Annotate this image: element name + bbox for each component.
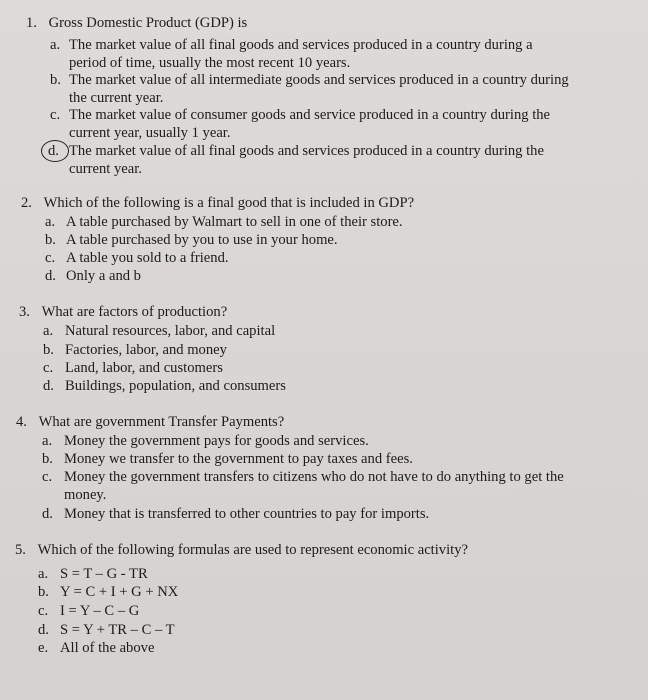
option-text: Natural resources, labor, and capital [65, 323, 276, 339]
option-text: Buildings, population, and consumers [65, 378, 286, 394]
question-5-title [15, 541, 468, 559]
question-number: 5. [15, 542, 26, 558]
option-letter: c. [42, 469, 53, 485]
option-letter: b. [43, 342, 54, 358]
option-letter: e. [38, 640, 49, 656]
question-number: 1. [26, 15, 37, 31]
option-text: Money we transfer to the government to pay taxes and fees. [64, 451, 413, 467]
question-1-title [26, 14, 247, 32]
option-text-line: money. [64, 487, 107, 503]
option-letter: c. [45, 250, 56, 266]
option-letter: c. [38, 603, 49, 619]
option-letter: d. [48, 143, 59, 159]
question-number: 3. [19, 304, 30, 320]
question-3-title [19, 303, 227, 321]
question-text: Gross Domestic Product (GDP) is [48, 15, 248, 31]
option-letter: b. [38, 584, 49, 600]
question-2-title [21, 194, 414, 212]
option-text: All of the above [60, 640, 155, 656]
option-letter: b. [42, 451, 53, 467]
option-letter: b. [45, 232, 56, 248]
question-text: What are government Transfer Payments? [38, 414, 285, 430]
option-text: Y = C + I + G + NX [60, 584, 179, 600]
option-text-line: The market value of all final goods and services produced in a country during a [69, 37, 533, 53]
option-text-line: the current year. [69, 90, 164, 106]
option-text-line: The market value of all intermediate goods and services produced in a country during [69, 72, 569, 88]
option-letter: a. [45, 214, 56, 230]
question-number: 2. [21, 195, 32, 211]
option-text: A table you sold to a friend. [66, 250, 229, 266]
option-text: I = Y – C – G [60, 603, 140, 619]
option-letter: d. [43, 378, 54, 394]
option-text-line: The market value of consumer goods and service produced in a country during the [69, 107, 551, 123]
option-text-line: The market value of all final goods and services produced in a country during the [69, 143, 544, 159]
option-text: A table purchased by you to use in your home. [66, 232, 338, 248]
option-text: A table purchased by Walmart to sell in one of their store. [66, 214, 403, 230]
option-letter: b. [50, 72, 61, 88]
question-text: Which of the following is a final good that is included in GDP? [43, 195, 415, 211]
option-letter: d. [45, 268, 56, 284]
option-letter: a. [43, 323, 54, 339]
option-text: Factories, labor, and money [65, 342, 227, 358]
question-number: 4. [16, 414, 27, 430]
option-letter: c. [43, 360, 54, 376]
option-letter: d. [38, 622, 49, 638]
option-text-line: current year. [69, 161, 142, 177]
option-letter: a. [50, 37, 61, 53]
option-letter: a. [38, 566, 49, 582]
question-text: What are factors of production? [41, 304, 228, 320]
question-text: Which of the following formulas are used to represent economic activity? [37, 542, 468, 558]
option-letter: c. [50, 107, 61, 123]
option-text: Money the government pays for goods and services. [64, 433, 369, 449]
option-text: Land, labor, and customers [65, 360, 223, 376]
option-text: Money that is transferred to other countries to pay for imports. [64, 506, 430, 522]
option-text-line: period of time, usually the most recent 10 years. [69, 55, 351, 71]
option-text: Only a and b [66, 268, 141, 284]
option-letter: d. [42, 506, 53, 522]
question-4-title [16, 413, 284, 431]
option-text-line: Money the government transfers to citizens who do not have to do anything to get the [64, 469, 564, 485]
option-text: S = T – G - TR [60, 566, 148, 582]
option-letter: a. [42, 433, 53, 449]
option-text-line: current year, usually 1 year. [69, 125, 231, 141]
option-text: S = Y + TR – C – T [60, 622, 175, 638]
